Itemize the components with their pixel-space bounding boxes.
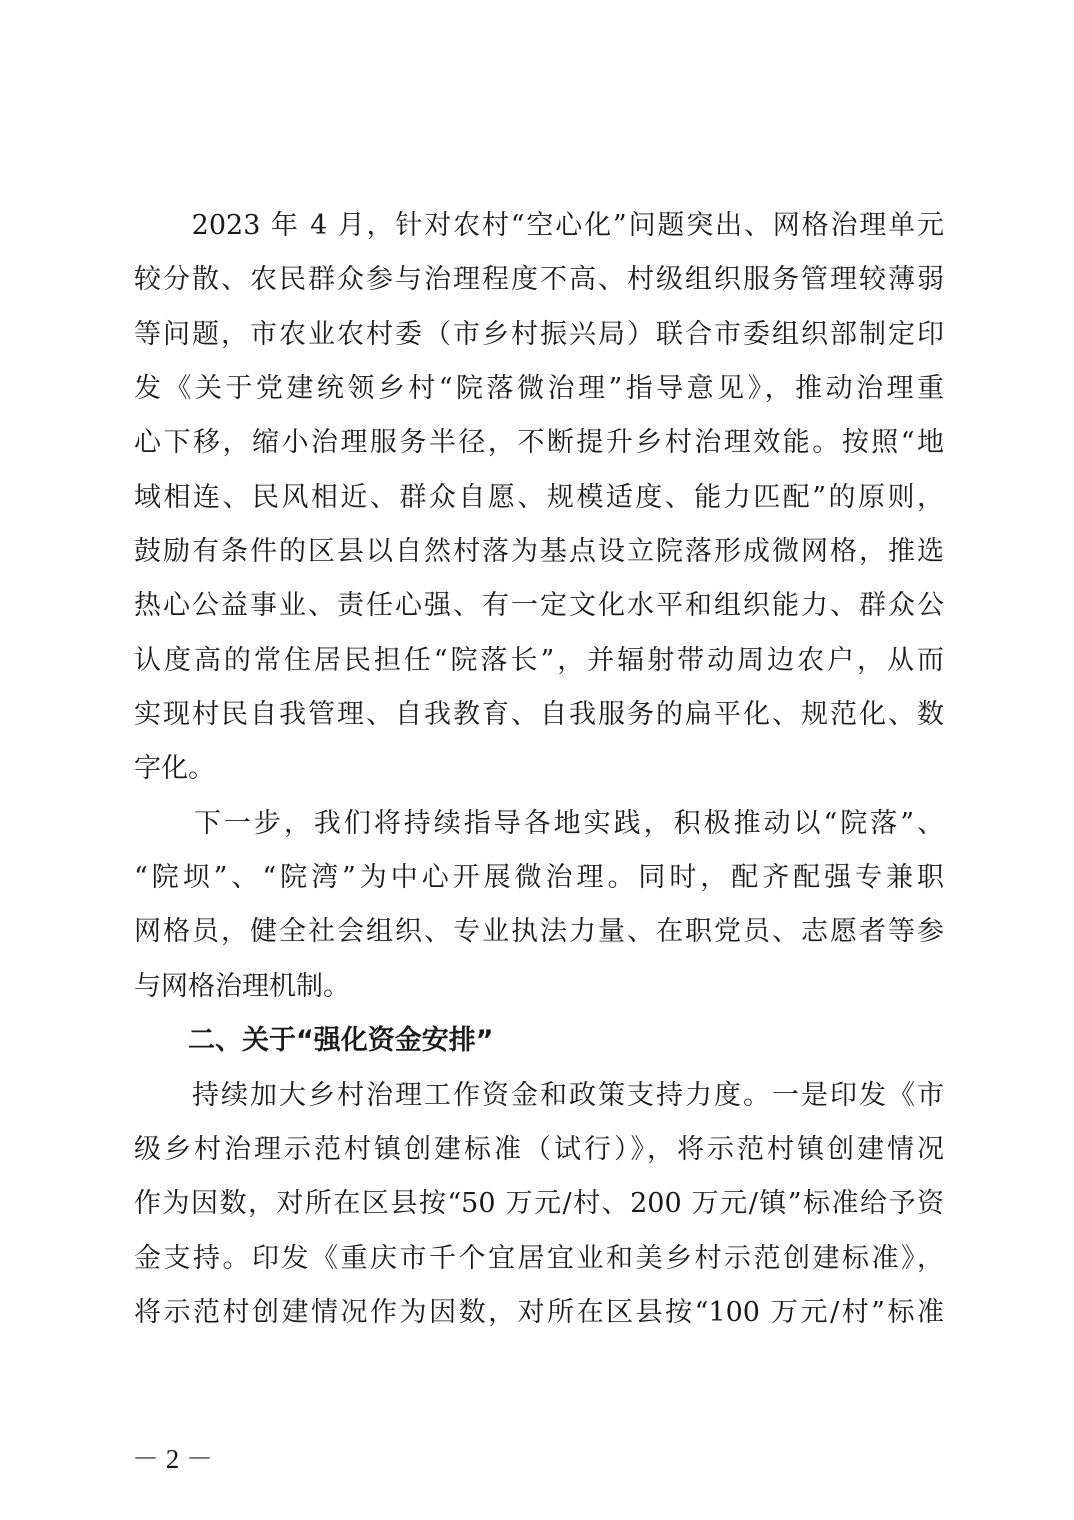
paragraph-1-line: 域相连、民风相近、群众自愿、规模适度、能力匹配”的原则， bbox=[134, 481, 944, 513]
page-number: － 2 － bbox=[132, 1444, 213, 1474]
paragraph-3-line: 将示范村创建情况作为因数，对所在区县按“100 万元/村”标准 bbox=[134, 1296, 944, 1328]
paragraph-1-line: 热心公益事业、责任心强、有一定文化水平和组织能力、群众公 bbox=[134, 590, 944, 622]
paragraph-3-line: 金支持。印发《重庆市千个宜居宜业和美乡村示范创建标准》， bbox=[134, 1242, 944, 1274]
paragraph-1-line: 2023 年 4 月，针对农村“空心化”问题突出、网格治理单元 bbox=[134, 210, 944, 241]
paragraph-1-line: 等问题，市农业农村委（市乡村振兴局）联合市委组织部制定印 bbox=[134, 318, 944, 350]
paragraph-2-line: “院坝”、“院湾”为中心开展微治理。同时，配齐配强专兼职 bbox=[134, 862, 944, 894]
section-heading: 二、关于“强化资金安排” bbox=[134, 1025, 494, 1057]
paragraph-3-line: 级乡村治理示范村镇创建标准（试行）》，将示范村镇创建情况 bbox=[134, 1133, 944, 1165]
paragraph-2-line: 下一步，我们将持续指导各地实践，积极推动以“院落”、 bbox=[134, 807, 944, 839]
paragraph-1-line: 认度高的常住居民担任“院落长”，并辐射带动周边农户，从而 bbox=[134, 644, 944, 676]
document-body bbox=[134, 199, 944, 1340]
paragraph-3-line: 持续加大乡村治理工作资金和政策支持力度。一是印发《市 bbox=[134, 1079, 944, 1111]
paragraph-1-line: 鼓励有条件的区县以自然村落为基点设立院落形成微网格，推选 bbox=[134, 536, 944, 568]
paragraph-2-line: 与网格治理机制。 bbox=[134, 970, 350, 1002]
paragraph-1-line: 心下移，缩小治理服务半径，不断提升乡村治理效能。按照“地 bbox=[134, 427, 944, 459]
paragraph-1-line: 发《关于党建统领乡村“院落微治理”指导意见》，推动治理重 bbox=[134, 373, 944, 405]
paragraph-1-line: 字化。 bbox=[134, 753, 215, 785]
paragraph-3-line: 作为因数，对所在区县按“50 万元/村、200 万元/镇”标准给予资 bbox=[134, 1188, 944, 1220]
paragraph-1-line: 实现村民自我管理、自我教育、自我服务的扁平化、规范化、数 bbox=[134, 699, 944, 731]
paragraph-2-line: 网格员，健全社会组织、专业执法力量、在职党员、志愿者等参 bbox=[134, 916, 944, 948]
paragraph-1-line: 较分散、农民群众参与治理程度不高、村级组织服务管理较薄弱 bbox=[134, 264, 944, 296]
